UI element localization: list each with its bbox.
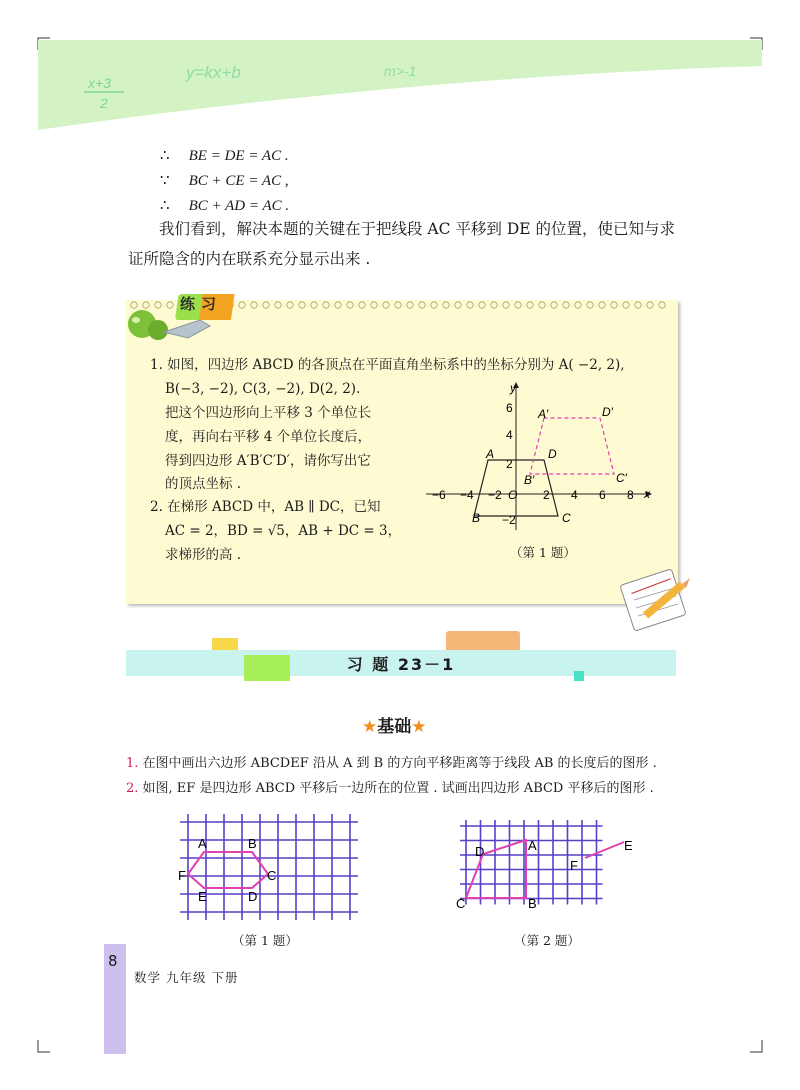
header-formula-denominator: 2 xyxy=(100,95,108,111)
header-formula-inequality: m>-1 xyxy=(384,63,417,79)
ring-decoration xyxy=(299,302,305,308)
point-c: C xyxy=(562,511,571,525)
x-tick: −4 xyxy=(460,488,474,502)
fig1-label-a: A xyxy=(198,836,207,851)
proof-line-1: ∴ BE = DE = AC . xyxy=(160,146,289,164)
y-tick: 4 xyxy=(506,428,513,442)
ring-decoration xyxy=(659,302,665,308)
problem1-line3: 把这个四边形向上平移 3 个单位长 xyxy=(165,405,372,421)
y-axis-label: y xyxy=(510,381,516,395)
x-tick: 4 xyxy=(571,488,578,502)
ring-decoration xyxy=(383,302,389,308)
fig2-label-b: B xyxy=(528,896,537,911)
ring-decoration xyxy=(311,302,317,308)
ring-decoration xyxy=(623,302,629,308)
exercise-item-1: 1. 在图中画出六边形 ABCDEF 沿从 A 到 B 的方向平移距离等于线段 AB 的长度后的图形 . xyxy=(126,756,657,771)
header-band xyxy=(0,0,800,140)
proof-line-2: ∵ BC + CE = AC , xyxy=(160,171,289,189)
fig1-label-f: F xyxy=(178,868,186,883)
fig1-label-e: E xyxy=(198,889,207,904)
section-heading: ★基础★ xyxy=(362,717,427,737)
ring-decoration xyxy=(611,302,617,308)
fig1-label-b: B xyxy=(248,836,257,851)
y-tick: 6 xyxy=(506,401,513,415)
ring-decoration xyxy=(263,302,269,308)
ring-decoration xyxy=(599,302,605,308)
point-d-prime: D′ xyxy=(602,405,613,419)
ring-decoration xyxy=(251,302,257,308)
fig1-caption: （第 1 题） xyxy=(232,933,298,948)
notepad-pencil-icon xyxy=(620,566,700,636)
point-b-prime: B′ xyxy=(524,473,535,487)
problem2-line1: 2. 在梯形 ABCD 中，AB ∥ DC，已知 xyxy=(150,499,381,515)
x-tick: −6 xyxy=(432,488,446,502)
fig1-label-c: C xyxy=(267,868,277,883)
fig2-label-e: E xyxy=(624,838,633,853)
x-axis-label: x xyxy=(644,487,650,501)
header-formula-line: y=kx+b xyxy=(186,63,241,82)
grid-figure-1 xyxy=(168,812,358,928)
origin-label: O xyxy=(508,488,518,502)
y-tick: 2 xyxy=(506,457,513,471)
ring-decoration xyxy=(587,302,593,308)
fig2-label-a: A xyxy=(528,838,537,853)
problem1-line5: 得到四边形 A′B′C′D′，请你写出它 xyxy=(165,453,371,469)
ring-decoration xyxy=(503,302,509,308)
problem1-line2: B(−3, −2), C(3, −2), D(2, 2). xyxy=(165,381,361,397)
ring-decoration xyxy=(287,302,293,308)
ring-decoration xyxy=(359,302,365,308)
point-d: D xyxy=(548,447,557,461)
page-number: 8 xyxy=(108,952,118,970)
ring-decoration xyxy=(419,302,425,308)
exercise-item-2: 2. 如图, EF 是四边形 ABCD 平移后一边所在的位置 . 试画出四边形 ABCD 平移后的图形 . xyxy=(126,781,654,796)
coordinate-figure xyxy=(420,378,660,538)
star-icon: ★ xyxy=(362,717,378,737)
fig1-label-d: D xyxy=(248,889,258,904)
x-tick: −2 xyxy=(488,488,502,502)
problem1-line4: 度，再向右平移 4 个单位长度后， xyxy=(165,429,372,445)
practice-figure-caption: （第 1 题） xyxy=(510,545,576,560)
point-a: A xyxy=(486,447,495,461)
ring-decoration xyxy=(407,302,413,308)
problem1-line6: 的顶点坐标 . xyxy=(165,476,242,492)
problem2-line2: AC = 2，BD = √5，AB + DC = 3， xyxy=(165,523,402,539)
ring-decoration xyxy=(455,302,461,308)
header-formula-numerator: x+3 xyxy=(88,75,111,91)
ring-decoration xyxy=(491,302,497,308)
point-c-prime: C′ xyxy=(616,471,627,485)
ring-decoration xyxy=(479,302,485,308)
fig2-label-c: C xyxy=(456,896,466,911)
ring-decoration xyxy=(323,302,329,308)
fig2-label-d: D xyxy=(475,844,485,859)
star-icon: ★ xyxy=(411,717,427,737)
fig2-label-f: F xyxy=(570,858,578,873)
x-tick: 2 xyxy=(543,488,550,502)
grid-figure-2 xyxy=(452,820,642,920)
exercise-title: 习 题 23－1 xyxy=(346,655,456,674)
segment-ef xyxy=(585,842,624,858)
x-tick: 6 xyxy=(599,488,606,502)
proof-paragraph: 我们看到，解决本题的关键在于把线段 AC 平移到 DE 的位置，使已知与求证所隐含的内在联系充分显示出来 . xyxy=(128,220,676,268)
ring-decoration xyxy=(431,302,437,308)
problem2-line3: 求梯形的高 . xyxy=(165,547,242,563)
problem1-line1: 1. 如图，四边形 ABCD 的各顶点在平面直角坐标系中的坐标分别为 A( −2, 2), xyxy=(150,357,625,373)
ring-decoration xyxy=(443,302,449,308)
ring-decoration xyxy=(371,302,377,308)
ring-decoration xyxy=(647,302,653,308)
x-tick: 8 xyxy=(627,488,634,502)
ring-decoration xyxy=(275,302,281,308)
ring-decoration xyxy=(563,302,569,308)
ring-decoration xyxy=(635,302,641,308)
ring-decoration xyxy=(527,302,533,308)
ring-decoration xyxy=(347,302,353,308)
y-tick: −2 xyxy=(502,513,516,527)
ring-decoration xyxy=(575,302,581,308)
proof-line-3: ∴ BC + AD = AC . xyxy=(160,196,290,214)
ring-decoration xyxy=(335,302,341,308)
point-a-prime: A′ xyxy=(538,407,549,421)
ring-decoration xyxy=(395,302,401,308)
quad-translated xyxy=(530,418,614,474)
practice-badge: 练习 xyxy=(180,295,223,313)
fig2-caption: （第 2 题） xyxy=(514,933,580,948)
ring-decoration xyxy=(539,302,545,308)
book-title: 数学 九年级 下册 xyxy=(134,970,239,985)
ring-decoration xyxy=(467,302,473,308)
point-b: B xyxy=(472,511,481,525)
ring-decoration xyxy=(515,302,521,308)
ring-decoration xyxy=(551,302,557,308)
